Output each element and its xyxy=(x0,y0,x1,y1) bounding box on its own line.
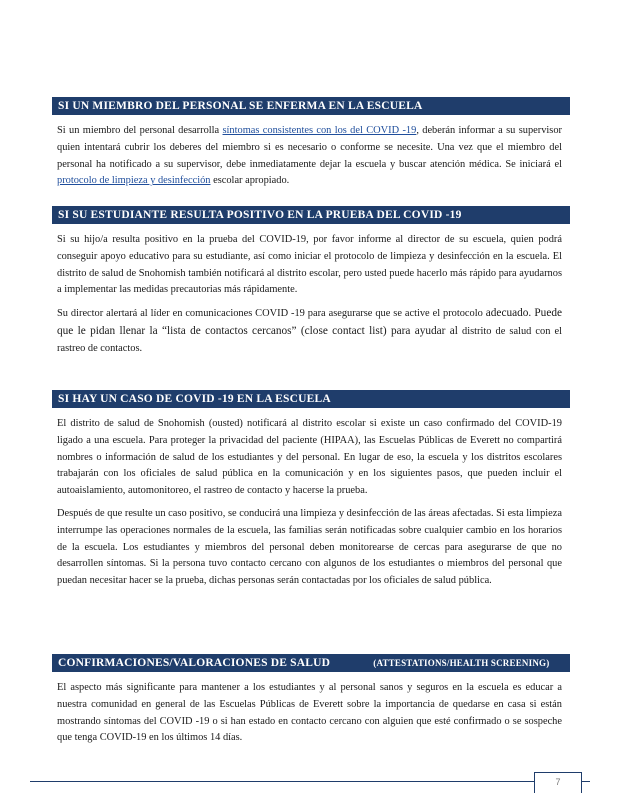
text: Su director alertará al líder en comunicaciones COVID -19 para asegurarse que se active el protocolo xyxy=(57,308,486,320)
text: escolar apropiado. xyxy=(210,175,290,187)
footer-rule xyxy=(30,781,590,782)
section-body-attestations xyxy=(57,680,562,753)
paragraph: El aspecto más significante para mantener a los estudiantes y al personal sanos y seguros en la escuela es educar a nuestra comunidad en general de las Escuelas Públicas de Everett sobre la importancia de quedarse en casa si están mostrando síntomas del COVID -19 o si han estado en contacto cercano con alguien que esté confirmado o se sospeche que tenga COVID-19 en los últimos 14 días. xyxy=(57,682,562,744)
cleaning-protocol-link[interactable]: protocolo de limpieza y desinfección xyxy=(57,175,211,187)
section-heading-staff-sick: SI UN MIEMBRO DEL PERSONAL SE ENFERMA EN LA ESCUELA xyxy=(52,97,570,115)
text: adecuado. Puede que le pidan llenar la “lista de contactos cercanos” (close contact list) para ayudar al xyxy=(57,307,562,337)
symptoms-link[interactable]: síntomas consistentes con los del COVID -19 xyxy=(222,125,417,136)
section-body-staff-sick xyxy=(57,123,562,196)
paragraph: El distrito de salud de Snohomish (ousted) notificará al distrito escolar si existe un caso confirmado del COVID-19 ligado a una escuela. Para proteger la privacidad del paciente (HIPAA), las Escuelas Públicas de Everett no compartirá nombres o información de salud de los estudiantes y del personal. En lugar de eso, la escuela y los distritos escolares trabajarán con los oficiales de salud pública en la comunicación y en los siguientes pasos, que pueden incluir el autoaislamiento, automonitoreo, el rastreo de contacto y hacerse la prueba. xyxy=(57,418,562,497)
section-body-student-positive xyxy=(57,232,562,364)
section-body-school-case xyxy=(57,416,562,596)
page-number: 7 xyxy=(534,772,582,793)
paragraph xyxy=(57,305,562,357)
paragraph xyxy=(57,123,562,190)
paragraph: Si su hijo/a resulta positivo en la prueba del COVID-19, por favor informe al director de su escuela, quien podrá conseguir apoyo educativo para su estudiante, así como iniciar el protocolo de limpieza y desinfección en la escuela. El distrito de salud de Snohomish también notificará al distrito escolar, pero usted puede hacerlo más rápido para ayudarnos a implementar las medidas precautorias más rápidamente. xyxy=(57,234,562,296)
text: distrito de salud con el rastreo de contactos. xyxy=(57,325,563,354)
section-heading-student-positive: SI SU ESTUDIANTE RESULTA POSITIVO EN LA PRUEBA DEL COVID -19 xyxy=(52,206,570,224)
heading-english: (ATTESTATIONS/HEALTH SCREENING) xyxy=(373,658,550,668)
section-heading-attestations xyxy=(52,654,570,672)
text: , deberán informar a su supervisor quien intentará cubrir los deberes del miembro si es necesario o conforme se necesite. Una vez que el miembro del personal ha notificado a su supervisor, debe inmediatamente dejar la escuela y buscar atención médica. Se iniciará el xyxy=(57,125,563,170)
paragraph: Después de que resulte un caso positivo, se conducirá una limpieza y desinfección de las áreas afectadas. Si esta limpieza interrumpe las operaciones normales de la escuela, las familias serán notificadas sobre cualquier cambio en los horarios de la escuela. Los estudiantes y miembros del personal deben monitorearse de cercas para asegurarse de que no desarrollen síntomas. Si la persona tuvo contacto cercano con algunos de los estudiantes o miembros del personal que puedan necesitar hacer se la prueba, dichas personas serán contactadas por los oficiales de salud pública. xyxy=(57,507,562,587)
text: Si un miembro del personal desarrolla xyxy=(57,125,223,136)
section-heading-school-case: SI HAY UN CASO DE COVID -19 EN LA ESCUELA xyxy=(52,390,570,408)
heading-main: CONFIRMACIONES/VALORACIONES DE SALUD xyxy=(58,657,331,669)
